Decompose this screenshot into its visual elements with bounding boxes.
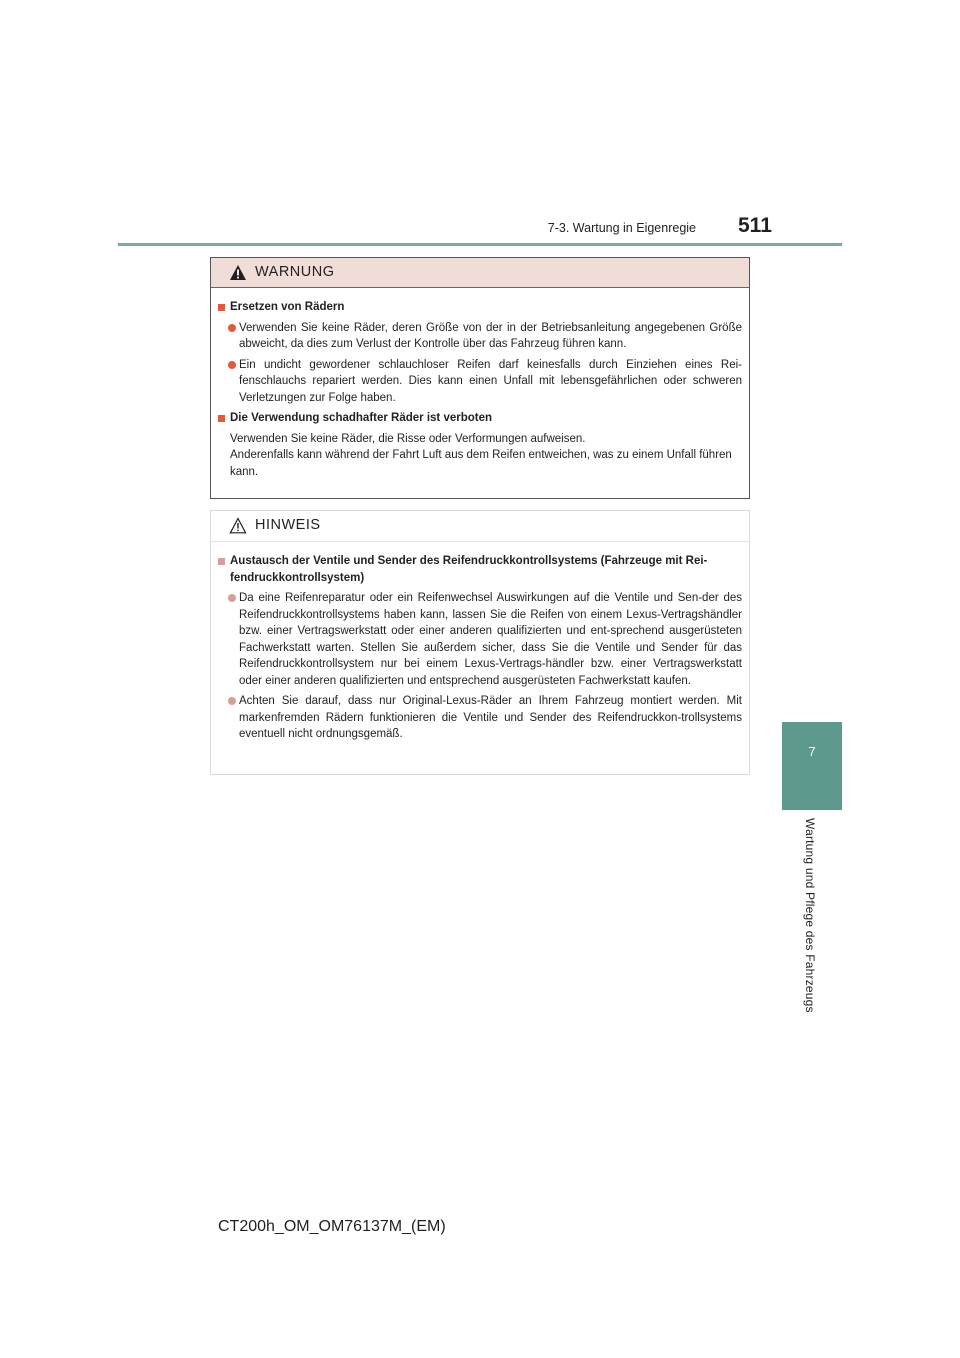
paragraph: Anderenfalls kann während der Fahrt Luft aus dem Reifen entweichen, was zu einem Unfall führen kann. xyxy=(230,449,732,478)
list-item: Da eine Reifenreparatur oder ein Reifenwechsel Auswirkungen auf die Ventile und Sen-der des Reifendruckkontrollsystems haben kann, lassen Sie die Reifen von einem Lexus-Vertragshändler bzw. einer Vertragswerkstatt oder einer anderen qualifizierten und ent-sprechend ausgerüsteten Fachwerkstatt warten. Stellen Sie außerdem sicher, dass Sie die Ventile und Sender für das Reifendruckkontrollsystem nur bei einem Lexus-Vertrags-händler bzw. einer Vertragswerkstatt oder einer anderen qualifizierten und entsprechend ausgerüsteten Fachwerkstatt kaufen. xyxy=(218,590,742,689)
square-bullet-icon xyxy=(218,558,225,565)
document-code: CT200h_OM_OM76137M_(EM) xyxy=(218,1218,446,1235)
notice-box xyxy=(210,510,750,775)
chapter-title: Wartung und Pflege des Fahrzeugs xyxy=(803,818,817,1013)
warning-box xyxy=(210,257,750,499)
notice-title: HINWEIS xyxy=(255,517,321,533)
chapter-tab xyxy=(782,722,842,810)
notice-header xyxy=(211,511,749,542)
bullet-icon xyxy=(228,697,236,705)
warning-section-heading: Ersetzen von Rädern xyxy=(218,299,742,316)
square-bullet-icon xyxy=(218,415,225,422)
warning-title: WARNUNG xyxy=(255,264,335,280)
bullet-icon xyxy=(228,594,236,602)
notice-section-heading: Austausch der Ventile und Sender des Reifendruckkontrollsystems (Fahrzeuge mit Rei-fendruckkontrollsystem) xyxy=(218,553,742,586)
warning-section-heading: Die Verwendung schadhafter Räder ist verboten xyxy=(218,410,742,427)
paragraph: Verwenden Sie keine Räder, die Risse oder Verformungen aufweisen. xyxy=(230,432,586,445)
square-bullet-icon xyxy=(218,304,225,311)
section-title: 7-3. Wartung in Eigenregie xyxy=(547,221,696,235)
warning-header xyxy=(211,258,749,288)
bullet-icon xyxy=(228,361,236,369)
warning-triangle-icon xyxy=(229,264,247,281)
caution-triangle-icon xyxy=(229,517,247,534)
bullet-icon xyxy=(228,324,236,332)
warning-content xyxy=(211,288,749,480)
chapter-number: 7 xyxy=(808,744,816,759)
list-item: Achten Sie darauf, dass nur Original-Lexus-Räder an Ihrem Fahrzeug montiert werden. Mit markenfremden Rädern funktionieren die Ventile und Sender des Reifendruckkon-trollsystems eventuell nicht ordnungsgemäß. xyxy=(218,693,742,743)
notice-content xyxy=(211,542,749,743)
list-item: Verwenden Sie keine Räder, deren Größe von der in der Betriebsanleitung angegebenen Größe abweicht, da dies zum Verlust der Kontrolle über das Fahrzeug führen kann. xyxy=(218,320,742,353)
list-item: Ein undicht gewordener schlauchloser Reifen darf keinesfalls durch Einziehen eines Rei-fenschlauchs repariert werden. Dies kann einen Unfall mit lebensgefährlichen oder schweren Verletzungen zur Folge haben. xyxy=(218,357,742,407)
header-divider xyxy=(118,243,842,246)
page-number: 511 xyxy=(738,214,772,237)
